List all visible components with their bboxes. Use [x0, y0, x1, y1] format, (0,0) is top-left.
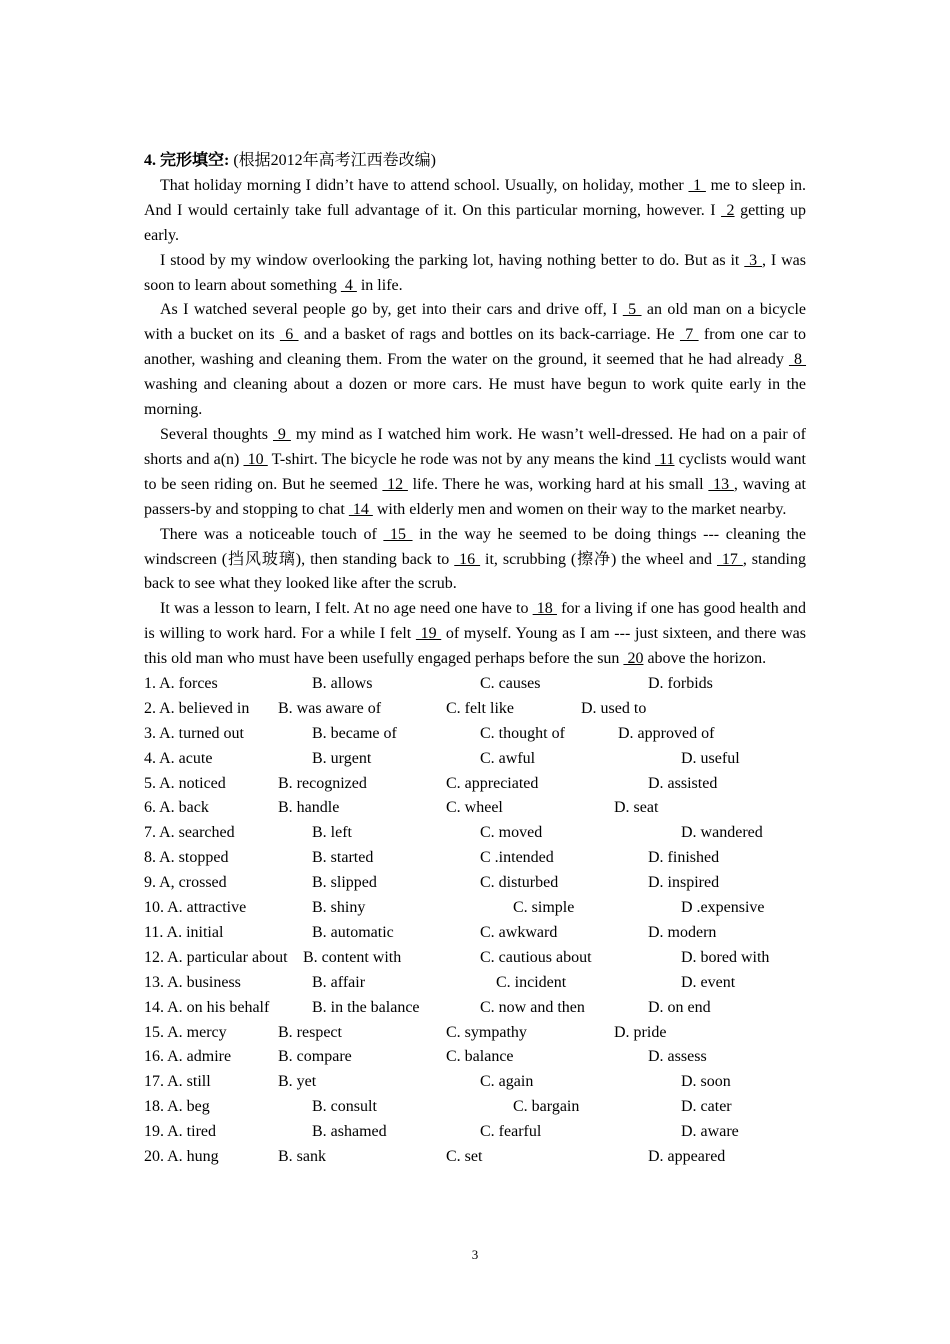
option-choice: D. bored with	[681, 948, 770, 966]
answer-blank: 9	[272, 425, 291, 443]
option-choice: C. moved	[480, 824, 543, 842]
option-choice: B. content with	[303, 948, 402, 966]
option-choice: C. bargain	[513, 1098, 580, 1116]
section-label: 4. 完形填空:	[144, 152, 230, 169]
option-choice: B. consult	[312, 1098, 377, 1116]
answer-blank: 4	[340, 276, 357, 294]
answer-blank: 20	[623, 650, 644, 668]
option-choice: B. compare	[278, 1048, 352, 1066]
answer-blank: 1	[688, 176, 706, 194]
option-row	[144, 747, 806, 772]
option-choice: C. appreciated	[446, 774, 539, 792]
option-choice: C. felt like	[446, 699, 514, 717]
option-choice: D. finished	[648, 849, 720, 867]
option-choice: D. wandered	[681, 824, 763, 842]
passage-text: my mind as I watched him work. He wasn’t well-dressed. He had on a pair of shorts and a(n)	[144, 425, 807, 468]
passage-text: with elderly men and women on their way to the market nearby.	[372, 500, 787, 518]
option-choice: B. urgent	[312, 749, 372, 767]
option-choice: D. modern	[648, 923, 717, 941]
option-choice: B. ashamed	[312, 1123, 387, 1141]
option-choice: D. useful	[681, 749, 740, 767]
option-row	[144, 796, 806, 821]
answer-blank: 11	[654, 450, 675, 468]
option-choice: B. shiny	[312, 899, 366, 917]
option-choice: B. automatic	[312, 923, 394, 941]
option-choice: B. became of	[312, 724, 397, 742]
answer-blank: 14	[348, 500, 373, 518]
option-choice: 20. A. hung	[144, 1147, 219, 1165]
option-choice: D. assisted	[648, 774, 718, 792]
option-row	[144, 1045, 806, 1070]
passage-text: for a living if one has good health and is willing to work hard. For a while I felt	[144, 600, 806, 643]
passage-text: There was a noticeable touch of	[160, 525, 384, 543]
passage-text: above the horizon.	[643, 650, 767, 668]
option-row	[144, 772, 806, 797]
option-choice: C. awful	[480, 749, 536, 767]
option-choice: 17. A. still	[144, 1073, 211, 1091]
passage	[144, 174, 806, 672]
option-row	[144, 921, 806, 946]
passage-text: in the way he seemed to be doing things --- cleaning the windscreen (挡风玻璃), then standing back to	[144, 525, 807, 568]
option-row	[144, 1095, 806, 1120]
option-choice: C. balance	[446, 1048, 514, 1066]
option-choice: D. aware	[681, 1123, 739, 1141]
option-choice: D. soon	[681, 1073, 731, 1091]
passage-paragraph	[144, 597, 806, 672]
option-row	[144, 971, 806, 996]
option-choice: B. yet	[278, 1073, 317, 1091]
option-choice: C. sympathy	[446, 1023, 527, 1041]
option-choice: 3. A. turned out	[144, 724, 244, 742]
passage-text: It was a lesson to learn, I felt. At no age need one have to	[160, 600, 533, 618]
option-choice: D. assess	[648, 1048, 707, 1066]
option-row	[144, 996, 806, 1021]
page-number: 3	[471, 1247, 479, 1262]
cloze-section	[144, 149, 806, 1170]
passage-paragraph	[144, 423, 806, 523]
options-list	[144, 672, 806, 1170]
answer-blank: 17	[716, 550, 743, 568]
passage-paragraph	[144, 523, 806, 598]
passage-text: , standing back to see what they looked like after the scrub.	[144, 550, 806, 593]
option-choice: C. disturbed	[480, 874, 559, 892]
answer-blank: 12	[382, 475, 408, 493]
option-row	[144, 821, 806, 846]
option-choice: D. event	[681, 973, 736, 991]
passage-text: of myself. Young as I am --- just sixteen, and there was this old man who must have been usefully engaged perhaps before the sun	[144, 625, 806, 668]
option-row	[144, 1021, 806, 1046]
answer-blank: 10	[243, 450, 268, 468]
passage-text: getting up early.	[144, 201, 807, 244]
passage-text: , waving at passers-by and stopping to chat	[144, 475, 807, 518]
option-choice: C. set	[446, 1147, 483, 1165]
passage-text: cyclists would want to be seen riding on. But he seemed	[144, 450, 807, 493]
option-choice: C. causes	[480, 675, 541, 693]
option-choice: C. again	[480, 1073, 534, 1091]
option-choice: C. thought of	[480, 724, 565, 742]
option-choice: 8. A. stopped	[144, 849, 229, 867]
option-choice: B. sank	[278, 1147, 326, 1165]
option-choice: 18. A. beg	[144, 1098, 210, 1116]
option-choice: 13. A. business	[144, 973, 241, 991]
option-choice: B. affair	[312, 973, 366, 991]
passage-text: Several thoughts	[160, 425, 273, 443]
option-choice: D. forbids	[648, 675, 713, 693]
passage-paragraph	[144, 174, 806, 249]
passage-text: I stood by my window overlooking the parking lot, having nothing better to do. But as it	[160, 251, 745, 269]
option-choice: C .intended	[480, 849, 554, 867]
passage-text: an old man on a bicycle with a bucket on its	[144, 301, 807, 344]
option-row	[144, 846, 806, 871]
option-choice: D. inspired	[648, 874, 720, 892]
option-row	[144, 1145, 806, 1170]
option-choice: D. used to	[581, 699, 647, 717]
option-choice: C. awkward	[480, 923, 558, 941]
option-choice: B. recognized	[278, 774, 367, 792]
option-choice: 6. A. back	[144, 799, 209, 817]
option-choice: D .expensive	[681, 899, 765, 917]
option-choice: B. respect	[278, 1023, 342, 1041]
option-choice: B. handle	[278, 799, 340, 817]
option-choice: 5. A. noticed	[144, 774, 226, 792]
section-heading	[144, 149, 806, 174]
option-choice: 10. A. attractive	[144, 899, 247, 917]
option-choice: 14. A. on his behalf	[144, 998, 270, 1016]
option-choice: 4. A. acute	[144, 749, 213, 767]
option-choice: D. cater	[681, 1098, 732, 1116]
passage-text: in life.	[356, 276, 403, 294]
option-choice: D. pride	[614, 1023, 667, 1041]
passage-paragraph	[144, 249, 806, 299]
option-choice: C. fearful	[480, 1123, 542, 1141]
option-choice: C. wheel	[446, 799, 503, 817]
option-choice: 11. A. initial	[144, 923, 224, 941]
option-choice: 15. A. mercy	[144, 1023, 227, 1041]
passage-text: life. There he was, working hard at his small	[407, 475, 709, 493]
answer-blank: 15	[383, 525, 413, 543]
option-choice: B. slipped	[312, 874, 377, 892]
option-row	[144, 1120, 806, 1145]
option-choice: 1. A. forces	[144, 675, 218, 693]
option-choice: 7. A. searched	[144, 824, 235, 842]
option-row	[144, 672, 806, 697]
option-choice: B. left	[312, 824, 352, 842]
answer-blank: 7	[679, 326, 699, 344]
option-choice: 12. A. particular about	[144, 948, 288, 966]
passage-paragraph	[144, 298, 806, 423]
option-row	[144, 1070, 806, 1095]
passage-text: it, scrubbing (擦净) the wheel and	[480, 550, 717, 568]
answer-blank: 13	[708, 475, 734, 493]
answer-blank: 16	[454, 550, 481, 568]
passage-text: and a basket of rags and bottles on its back-carriage. He	[298, 326, 680, 344]
answer-blank: 2	[721, 201, 735, 219]
option-choice: C. now and then	[480, 998, 585, 1016]
option-choice: D. seat	[614, 799, 659, 817]
passage-text: from one car to another, washing and cleaning them. From the water on the ground, it seemed that he had already	[144, 326, 807, 369]
option-choice: 2. A. believed in	[144, 699, 250, 717]
section-source: (根据2012年高考江西卷改编)	[229, 152, 437, 169]
option-row	[144, 697, 806, 722]
option-choice: B. was aware of	[278, 699, 382, 717]
answer-blank: 18	[532, 600, 557, 618]
answer-blank: 5	[622, 301, 642, 319]
option-choice: B. in the balance	[312, 998, 420, 1016]
passage-text: As I watched several people go by, get into their cars and drive off, I	[160, 301, 623, 319]
answer-blank: 19	[415, 625, 442, 643]
option-choice: 16. A. admire	[144, 1048, 232, 1066]
option-choice: B. started	[312, 849, 374, 867]
option-row	[144, 896, 806, 921]
passage-text: me to sleep in. And I would certainly take full advantage of it. On this particular morning, however. I	[144, 176, 807, 219]
passage-text: washing and cleaning about a dozen or more cars. He must have begun to work quite early in the morning.	[144, 376, 806, 419]
option-choice: B. allows	[312, 675, 373, 693]
answer-blank: 3	[744, 251, 763, 269]
passage-text: T-shirt. The bicycle he rode was not by any means the kind	[267, 450, 655, 468]
option-row	[144, 946, 806, 971]
option-choice: D. appeared	[648, 1147, 726, 1165]
option-choice: 9. A, crossed	[144, 874, 227, 892]
option-choice: 19. A. tired	[144, 1123, 216, 1141]
passage-text: That holiday morning I didn’t have to attend school. Usually, on holiday, mother	[160, 176, 689, 194]
option-choice: D. approved of	[618, 724, 715, 742]
answer-blank: 6	[279, 326, 299, 344]
option-choice: C. simple	[513, 899, 575, 917]
answer-blank: 8	[788, 351, 807, 369]
option-choice: C. incident	[496, 973, 567, 991]
option-row	[144, 871, 806, 896]
option-choice: D. on end	[648, 998, 711, 1016]
option-row	[144, 722, 806, 747]
option-choice: C. cautious about	[480, 948, 592, 966]
passage-text: , I was soon to learn about something	[144, 251, 806, 294]
